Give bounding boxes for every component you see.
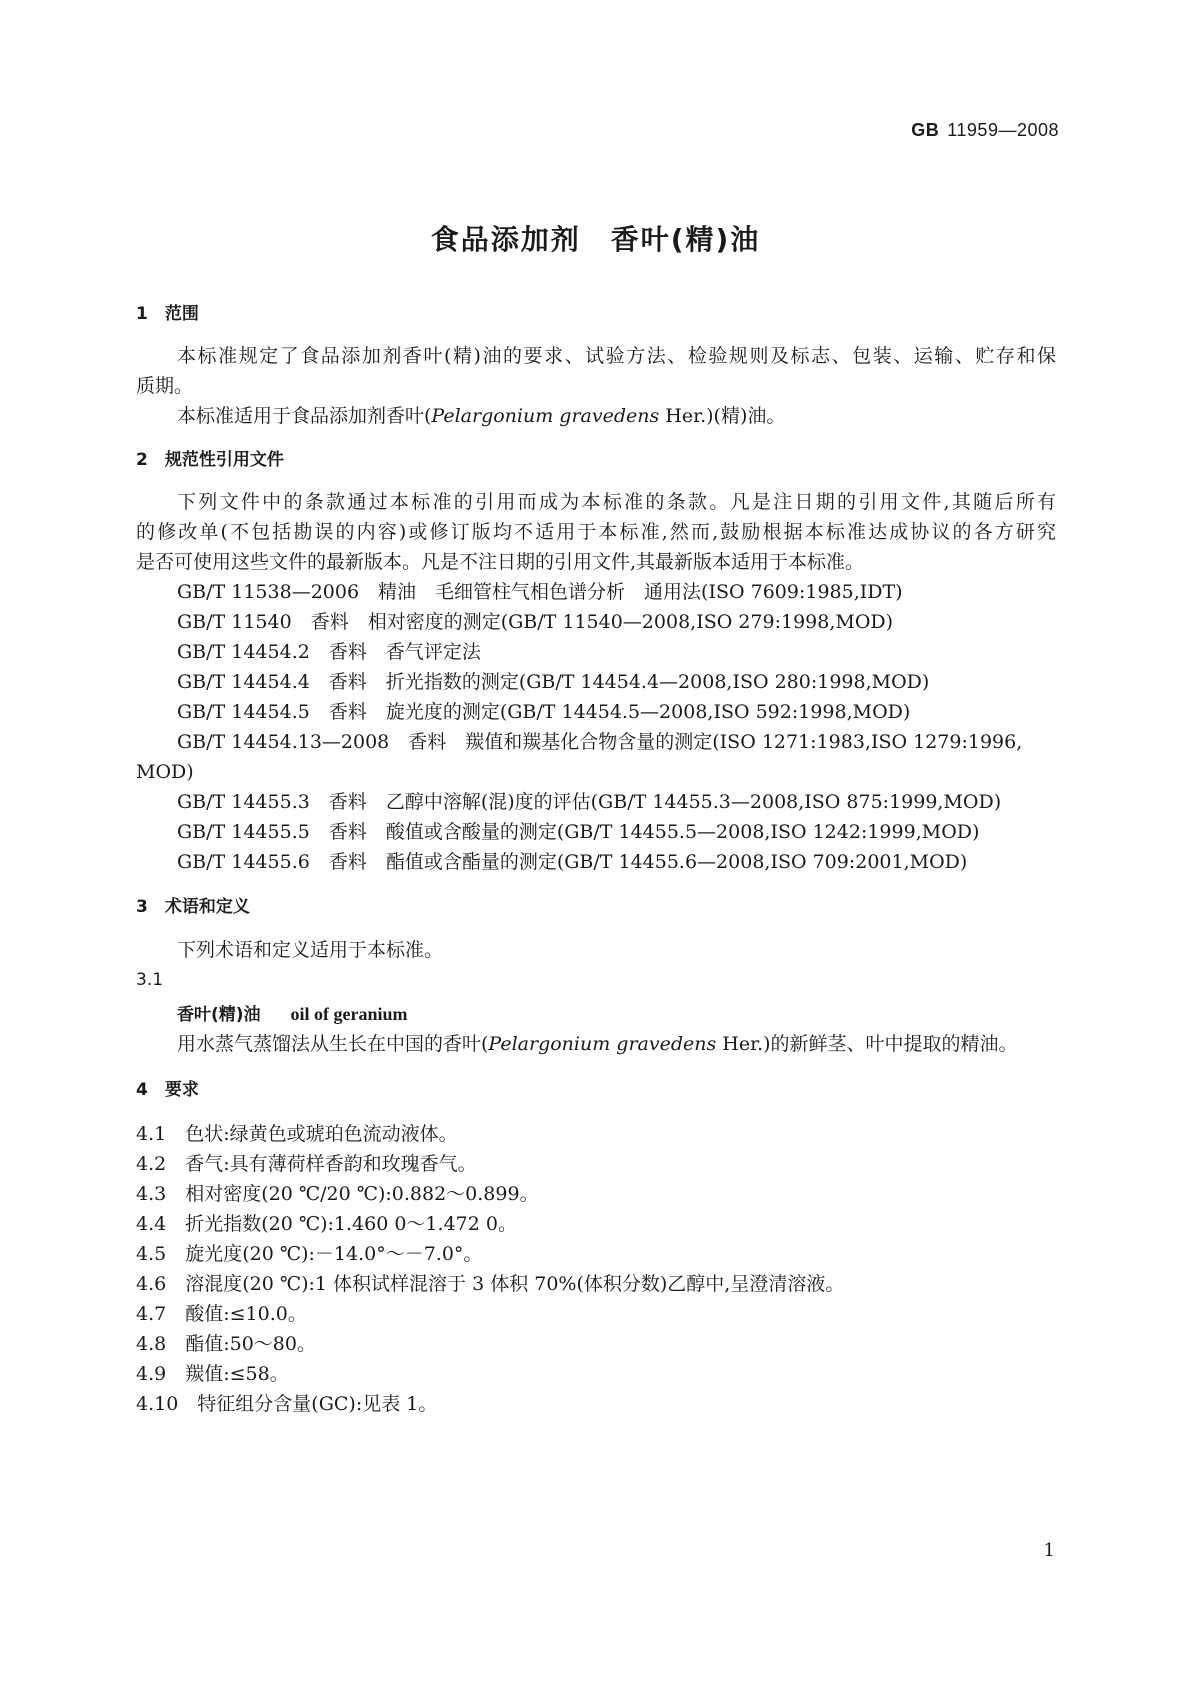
document-title: 食品添加剂 香叶(精)油	[430, 223, 761, 256]
requirement-item: 4.1 色状:绿黄色或琥珀色流动液体。	[136, 1123, 458, 1145]
s1-para2-post: Her.)(精)油。	[659, 405, 786, 427]
requirement-item: 4.5 旋光度(20 ℃):－14.0°～－7.0°。	[136, 1243, 483, 1265]
reference-item: GB/T 14455.3 香料 乙醇中溶解(混)度的评估(GB/T 14455.3—2008,ISO 875:1999,MOD)	[177, 791, 1002, 813]
s1-para1-line2: 质期。	[136, 375, 194, 397]
section-4-heading: 4 要求	[136, 1080, 199, 1100]
s2-para-line3: 是否可使用这些文件的最新版本。凡是不注日期的引用文件,其最新版本适用于本标准。	[136, 551, 865, 573]
reference-item: GB/T 14454.4 香料 折光指数的测定(GB/T 14454.4—2008,ISO 280:1998,MOD)	[177, 671, 930, 693]
clause-number: 3.1	[136, 970, 164, 990]
s1-para2-pre: 本标准适用于食品添加剂香叶(	[177, 405, 432, 427]
requirement-item: 4.7 酸值:≤10.0。	[136, 1303, 307, 1325]
term-english: oil of geranium	[290, 1004, 408, 1024]
reference-item: GB/T 14454.2 香料 香气评定法	[177, 641, 481, 663]
reference-item: GB/T 11538—2006 精油 毛细管柱气相色谱分析 通用法(ISO 7609:1985,IDT)	[177, 581, 903, 603]
s1-para2-latin: Pelargonium gravedens	[431, 405, 660, 427]
reference-item: GB/T 14454.5 香料 旋光度的测定(GB/T 14454.5—2008,ISO 592:1998,MOD)	[177, 701, 911, 723]
requirement-item: 4.3 相对密度(20 ℃/20 ℃):0.882～0.899。	[136, 1183, 539, 1205]
term-definition	[177, 1030, 1018, 1058]
section-3-heading: 3 术语和定义	[136, 897, 250, 917]
section-2-heading: 2 规范性引用文件	[136, 450, 284, 470]
term-chinese: 香叶(精)油	[177, 1005, 261, 1025]
s1-para1-line1: 本标准规定了食品添加剂香叶(精)油的要求、试验方法、检验规则及标志、包装、运输、贮存和保	[177, 345, 1056, 367]
standard-code: 11959—2008	[947, 120, 1059, 140]
page-number: 1	[1043, 1540, 1055, 1561]
s2-para-line1: 下列文件中的条款通过本标准的引用而成为本标准的条款。凡是注日期的引用文件,其随后所有	[177, 491, 1056, 513]
definition-latin: Pelargonium gravedens	[488, 1033, 717, 1055]
definition-pre: 用水蒸气蒸馏法从生长在中国的香叶(	[177, 1033, 489, 1055]
reference-item: GB/T 14454.13—2008 香料 羰值和羰基化合物含量的测定(ISO 1271:1983,ISO 1279:1996,	[177, 731, 1023, 753]
reference-item: GB/T 11540 香料 相对密度的测定(GB/T 11540—2008,ISO 279:1998,MOD)	[177, 611, 894, 633]
requirement-item: 4.4 折光指数(20 ℃):1.460 0～1.472 0。	[136, 1213, 517, 1235]
standard-number	[911, 120, 1059, 141]
requirement-item: 4.6 溶混度(20 ℃):1 体积试样混溶于 3 体积 70%(体积分数)乙醇中,呈澄清溶液。	[136, 1273, 845, 1295]
s3-intro: 下列术语和定义适用于本标准。	[177, 939, 444, 961]
reference-item: GB/T 14455.6 香料 酯值或含酯量的测定(GB/T 14455.6—2008,ISO 709:2001,MOD)	[177, 851, 968, 873]
term-entry	[177, 1000, 408, 1029]
standard-prefix: GB	[911, 120, 940, 140]
reference-item: GB/T 14455.5 香料 酸值或含酸量的测定(GB/T 14455.5—2008,ISO 1242:1999,MOD)	[177, 821, 980, 843]
reference-item-continuation: MOD)	[136, 761, 194, 783]
requirement-item: 4.2 香气:具有薄荷样香韵和玫瑰香气。	[136, 1153, 477, 1175]
requirement-item: 4.8 酯值:50～80。	[136, 1333, 316, 1355]
definition-post: Her.)的新鲜茎、叶中提取的精油。	[716, 1033, 1018, 1055]
requirement-item: 4.9 羰值:≤58。	[136, 1363, 289, 1385]
s2-para-line2: 的修改单(不包括勘误的内容)或修订版均不适用于本标准,然而,鼓励根据本标准达成协议的各方研究	[136, 521, 1056, 543]
section-1-heading: 1 范围	[136, 304, 199, 324]
requirement-item: 4.10 特征组分含量(GC):见表 1。	[136, 1393, 438, 1415]
s1-para2	[177, 402, 785, 430]
